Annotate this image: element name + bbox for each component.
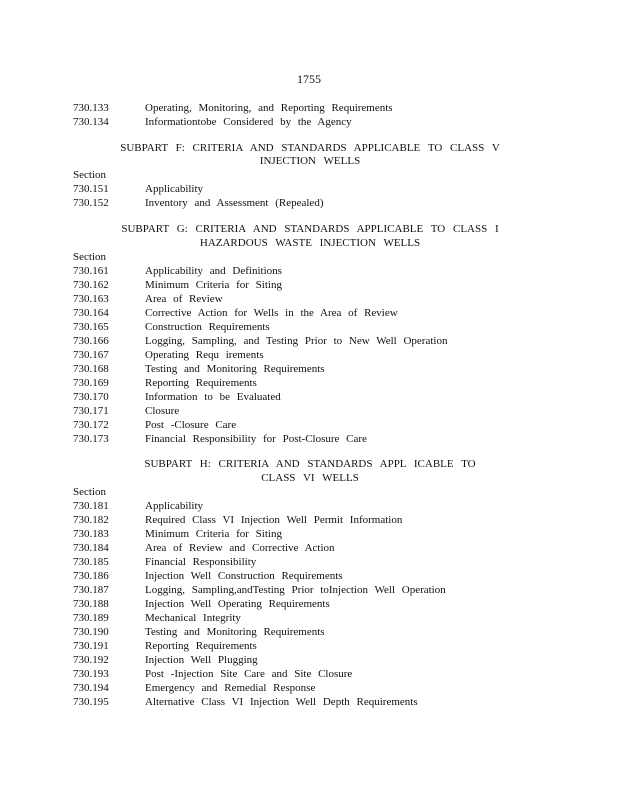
toc-entry [73, 681, 315, 695]
section-number: 730.165 [73, 321, 109, 333]
toc-entry [73, 320, 270, 334]
section-number: 730.161 [73, 265, 109, 277]
toc-entry [73, 390, 281, 404]
toc-entry [73, 541, 335, 555]
section-title: Alternative Class VI Injection Well Depth Requirements [145, 696, 418, 708]
subpart-g-heading-line2: HAZARDOUS WASTE INJECTION WELLS [199, 237, 421, 249]
toc-entry [73, 583, 446, 597]
toc-entry [73, 625, 325, 639]
section-title: Minimum Criteria for Siting [145, 528, 282, 540]
section-title: Closure [145, 405, 180, 417]
section-title: Applicability [145, 500, 204, 512]
section-label: Section [73, 169, 106, 181]
section-number: 730.171 [73, 405, 109, 417]
section-number: 730.181 [73, 500, 109, 512]
page-number: 1755 [297, 72, 321, 86]
section-title: Post -Closure Care [145, 419, 237, 431]
toc-entry [73, 639, 257, 653]
section-title: Operating, Monitoring, and Reporting Requirements [145, 102, 393, 114]
toc-entry [73, 196, 323, 210]
toc-entry [73, 695, 418, 709]
section-number: 730.170 [73, 391, 109, 403]
section-label: Section [73, 251, 106, 263]
subpart-h-heading-line2: CLASS VI WELLS [261, 472, 359, 484]
section-title: Testing and Monitoring Requirements [145, 626, 325, 638]
section-number: 730.134 [73, 116, 109, 128]
section-title: Area of Review and Corrective Action [145, 542, 335, 554]
section-title: Area of Review [145, 293, 223, 305]
toc-entry [73, 432, 367, 446]
section-title: Emergency and Remedial Response [145, 682, 316, 694]
section-number: 730.169 [73, 377, 109, 389]
section-number: 730.193 [73, 668, 109, 680]
section-title: Operating Requ irements [145, 349, 264, 361]
section-number: 730.151 [73, 183, 109, 195]
toc-entry [73, 348, 264, 362]
toc-entry [73, 597, 330, 611]
toc-entry [73, 306, 398, 320]
section-title: Construction Requirements [145, 321, 270, 333]
section-number: 730.189 [73, 612, 109, 624]
section-number: 730.152 [73, 197, 109, 209]
section-title: Logging, Sampling, and Testing Prior to New Well Operation [145, 335, 448, 347]
toc-entry [73, 653, 258, 667]
section-title: Injection Well Operating Requirements [145, 598, 330, 610]
toc-entry [73, 362, 325, 376]
toc-entry [73, 292, 223, 306]
toc-entry [73, 611, 241, 625]
section-title: Applicability [145, 183, 204, 195]
section-number: 730.162 [73, 279, 109, 291]
section-title: Minimum Criteria for Siting [145, 279, 282, 291]
section-number: 730.164 [73, 307, 109, 319]
toc-entry [73, 499, 203, 513]
subpart-f-heading-line2: INJECTION WELLS [259, 155, 361, 167]
section-number: 730.183 [73, 528, 109, 540]
section-title: Corrective Action for Wells in the Area of Review [145, 307, 398, 319]
section-number: 730.168 [73, 363, 109, 375]
toc-entry [73, 667, 352, 681]
subpart-f-heading: SUBPART F: CRITERIA AND STANDARDS APPLICABLE TO CLASS V [120, 142, 500, 154]
section-number: 730.167 [73, 349, 109, 361]
section-number: 730.187 [73, 584, 109, 596]
toc-entry [73, 115, 352, 129]
subpart-g-heading: SUBPART G: CRITERIA AND STANDARDS APPLICABLE TO CLASS I [121, 223, 499, 235]
section-number: 730.186 [73, 570, 109, 582]
section-title: Mechanical Integrity [145, 612, 241, 624]
section-number: 730.190 [73, 626, 109, 638]
section-number: 730.191 [73, 640, 109, 652]
section-title: Applicability and Definitions [145, 265, 282, 277]
section-title: Reporting Requirements [145, 377, 257, 389]
section-number: 730.133 [73, 102, 109, 114]
toc-entry [73, 404, 179, 418]
section-title: Required Class VI Injection Well Permit Information [145, 514, 403, 526]
section-title: Financial Responsibility for Post-Closure Care [145, 433, 367, 445]
subpart-h-heading: SUBPART H: CRITERIA AND STANDARDS APPL ICABLE TO [144, 458, 476, 470]
section-title: Informationtobe Considered by the Agency [145, 116, 352, 128]
section-number: 730.192 [73, 654, 109, 666]
section-title: Financial Responsibility [145, 556, 257, 568]
toc-entry [73, 376, 257, 390]
section-title: Injection Well Construction Requirements [145, 570, 343, 582]
section-number: 730.195 [73, 696, 109, 708]
section-number: 730.163 [73, 293, 109, 305]
section-title: Post -Injection Site Care and Site Closure [145, 668, 353, 680]
toc-entry [73, 101, 393, 115]
section-title: Injection Well Plugging [145, 654, 258, 666]
toc-entry [73, 334, 447, 348]
section-number: 730.172 [73, 419, 109, 431]
section-title: Reporting Requirements [145, 640, 257, 652]
toc-entry [73, 418, 236, 432]
toc-entry [73, 278, 282, 292]
section-title: Inventory and Assessment (Repealed) [145, 197, 324, 209]
section-number: 730.184 [73, 542, 109, 554]
toc-entry [73, 527, 282, 541]
toc-entry [73, 182, 203, 196]
section-number: 730.182 [73, 514, 109, 526]
section-number: 730.166 [73, 335, 109, 347]
section-number: 730.185 [73, 556, 109, 568]
toc-entry [73, 555, 256, 569]
toc-entry [73, 264, 282, 278]
section-number: 730.194 [73, 682, 109, 694]
section-title: Information to be Evaluated [145, 391, 281, 403]
toc-entry [73, 569, 343, 583]
section-title: Logging, Sampling,andTesting Prior toInjection Well Operation [145, 584, 446, 596]
section-number: 730.188 [73, 598, 109, 610]
section-number: 730.173 [73, 433, 109, 445]
section-title: Testing and Monitoring Requirements [145, 363, 325, 375]
section-label: Section [73, 486, 106, 498]
toc-entry [73, 513, 402, 527]
